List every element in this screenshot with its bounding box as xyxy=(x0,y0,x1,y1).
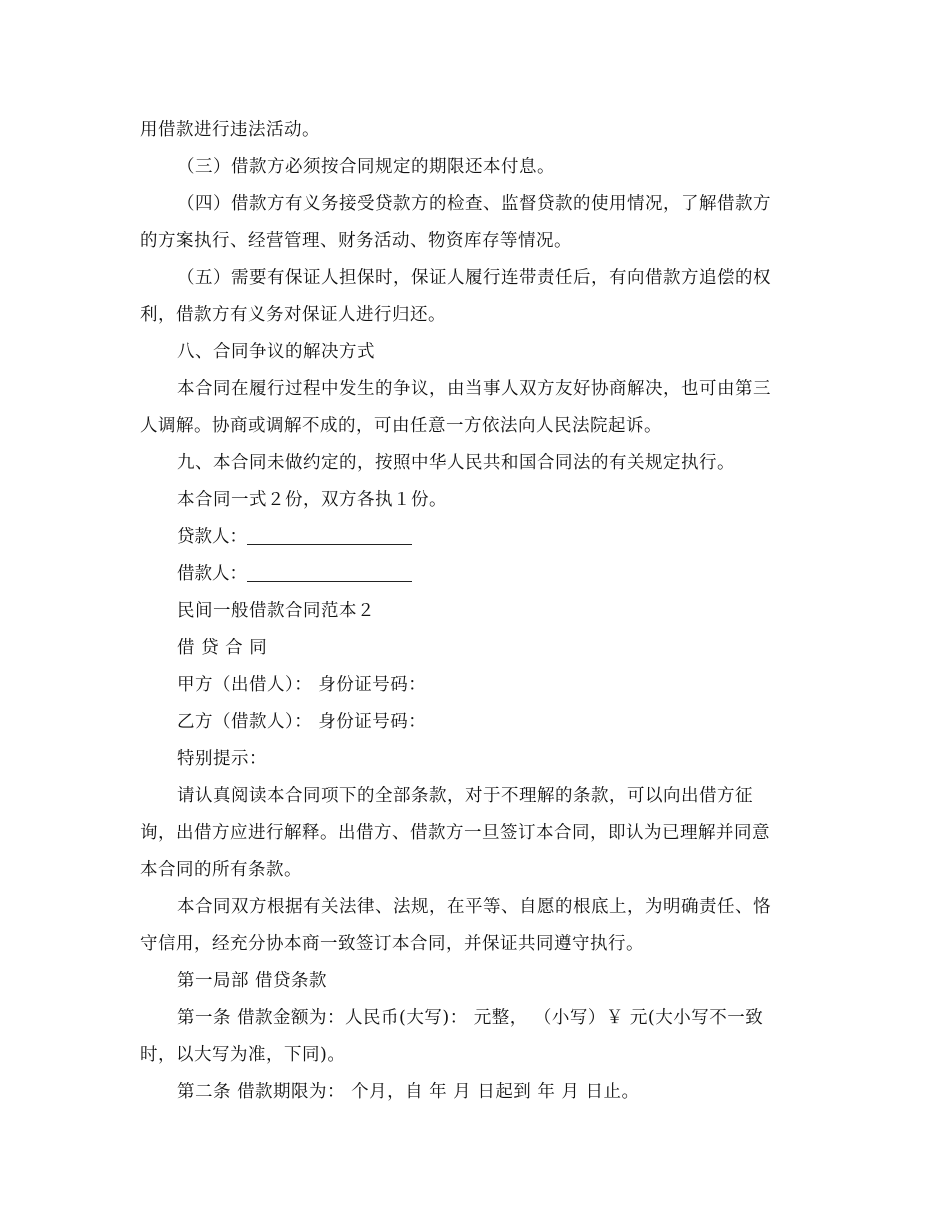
text-line: 第一局部 借贷条款 xyxy=(177,971,328,991)
text-line: 本合同双方根据有关法律、法规，在平等、自愿的根底上，为明确责任、恪 xyxy=(177,897,771,917)
paragraph-continuation xyxy=(140,112,805,149)
text-line: 人调解。协商或调解不成的，可由任意一方依法向人民法院起诉。 xyxy=(140,416,662,436)
text-line: 用借款进行违法活动。 xyxy=(140,120,320,140)
text-line: 八、合同争议的解决方式 xyxy=(177,342,375,362)
text-line: 甲方（出借人）： 身份证号码： xyxy=(177,675,427,695)
text-line: 民间一般借款合同范本２ xyxy=(177,601,375,621)
text-line: 第一条 借款金额为：人民币(大写)： 元整， （小写）￥ 元(大小写不一致 xyxy=(177,1008,764,1028)
party-a-line xyxy=(140,667,805,704)
borrower-signature-row xyxy=(140,556,805,593)
text-line: 本合同在履行过程中发生的争议，由当事人双方友好协商解决，也可由第三 xyxy=(177,379,771,399)
text-line: 守信用，经充分协本商一致签订本合同，并保证共同遵守执行。 xyxy=(140,934,644,954)
sample-title xyxy=(140,593,805,630)
text-line: （五）需要有保证人担保时，保证人履行连带责任后，有向借款方追偿的权 xyxy=(177,268,771,288)
text-line: 乙方（借款人）： 身份证号码： xyxy=(177,712,427,732)
text-line: 九、本合同未做约定的，按照中华人民共和国合同法的有关规定执行。 xyxy=(177,453,735,473)
text-line: （三）借款方必须按合同规定的期限还本付息。 xyxy=(177,157,555,177)
clause-3 xyxy=(140,149,805,186)
dispute-paragraph xyxy=(140,371,805,445)
clause-4 xyxy=(140,186,805,260)
agreement-paragraph xyxy=(140,889,805,963)
contract-title xyxy=(140,630,805,667)
article-1 xyxy=(140,1000,805,1074)
lender-signature-row xyxy=(140,519,805,556)
section-heading-9 xyxy=(140,445,805,482)
document-body xyxy=(140,112,805,1111)
clause-5 xyxy=(140,260,805,334)
special-notice-heading xyxy=(140,741,805,778)
part-1-heading xyxy=(140,963,805,1000)
text-line: 时，以大写为准，下同)。 xyxy=(140,1045,346,1065)
party-b-line xyxy=(140,704,805,741)
lender-signature-line xyxy=(247,524,412,545)
text-line: 第二条 借款期限为： 个月，自 年 月 日起到 年 月 日止。 xyxy=(177,1082,640,1102)
text-line: 特别提示： xyxy=(177,749,267,769)
lender-label: 贷款人： xyxy=(177,527,247,547)
text-line: 利，借款方有义务对保证人进行归还。 xyxy=(140,305,446,325)
borrower-signature-line xyxy=(247,561,412,582)
text-line: 本合同一式２份，双方各执１份。 xyxy=(177,490,447,510)
text-line: 请认真阅读本合同项下的全部条款，对于不理解的条款，可以向出借方征 xyxy=(177,786,753,806)
text-line: 借 贷 合 同 xyxy=(177,638,268,658)
text-line: 询，出借方应进行解释。出借方、借款方一旦签订本合同，即认为已理解并同意 xyxy=(140,823,770,843)
copies-statement xyxy=(140,482,805,519)
text-line: 的方案执行、经营管理、财务活动、物资库存等情况。 xyxy=(140,231,572,251)
section-heading-8 xyxy=(140,334,805,371)
borrower-label: 借款人： xyxy=(177,564,247,584)
article-2 xyxy=(140,1074,805,1111)
text-line: 本合同的所有条款。 xyxy=(140,860,302,880)
notice-paragraph xyxy=(140,778,805,889)
text-line: （四）借款方有义务接受贷款方的检查、监督贷款的使用情况，了解借款方 xyxy=(177,194,771,214)
